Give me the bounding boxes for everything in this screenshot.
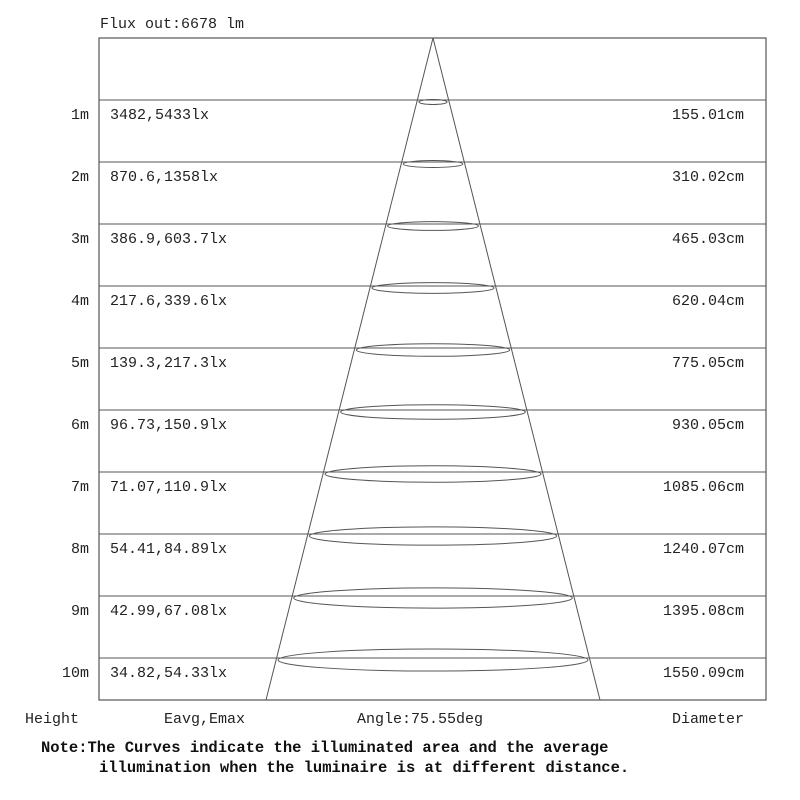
row-height: 3m	[70, 231, 89, 248]
row-height: 5m	[70, 355, 89, 372]
row-diameter: 775.05cm	[671, 355, 744, 372]
row-diameter: 620.04cm	[671, 293, 744, 310]
beam-cone-left-edge	[266, 38, 433, 700]
illumination-area-ellipse	[325, 466, 541, 482]
row-illuminance: 34.82,54.33lx	[110, 665, 228, 682]
row-diameter: 1085.06cm	[662, 479, 744, 496]
row-height: 8m	[70, 541, 89, 558]
row-height: 6m	[70, 417, 89, 434]
row-height: 2m	[70, 169, 89, 186]
illumination-area-ellipse	[341, 405, 526, 420]
row-height: 7m	[70, 479, 89, 496]
illumination-area-ellipse	[388, 222, 479, 231]
row-illuminance: 386.9,603.7lx	[110, 231, 228, 248]
illumination-area-ellipse	[372, 283, 494, 294]
diameter-column-label: Diameter	[671, 711, 744, 728]
illumination-area-ellipse	[309, 527, 556, 545]
illumination-area-ellipse	[294, 588, 573, 608]
illumination-area-ellipse	[278, 649, 588, 671]
row-illuminance: 217.6,339.6lx	[110, 293, 228, 310]
illumination-area-ellipse	[356, 344, 509, 357]
beam-cone-right-edge	[433, 38, 600, 700]
row-diameter: 1395.08cm	[662, 603, 744, 620]
row-diameter: 310.02cm	[671, 169, 744, 186]
row-illuminance: 42.99,67.08lx	[110, 603, 228, 620]
note-line-2: illumination when the luminaire is at different distance.	[99, 759, 630, 777]
row-illuminance: 3482,5433lx	[110, 107, 210, 124]
row-diameter: 1240.07cm	[662, 541, 744, 558]
row-diameter: 930.05cm	[671, 417, 744, 434]
row-diameter: 465.03cm	[671, 231, 744, 248]
height-column-label: Height	[25, 711, 80, 728]
row-illuminance: 96.73,150.9lx	[110, 417, 228, 434]
flux-label: Flux out:6678 lm	[100, 16, 245, 33]
row-diameter: 1550.09cm	[662, 665, 744, 682]
distance-rows	[62, 100, 766, 683]
row-illuminance: 71.07,110.9lx	[110, 479, 228, 496]
row-height: 1m	[70, 107, 89, 124]
illuminance-column-label: Eavg,Emax	[164, 711, 246, 728]
row-height: 4m	[70, 293, 89, 310]
row-illuminance: 139.3,217.3lx	[110, 355, 228, 372]
row-diameter: 155.01cm	[671, 107, 744, 124]
row-height: 10m	[61, 665, 89, 682]
row-illuminance: 870.6,1358lx	[110, 169, 219, 186]
row-illuminance: 54.41,84.89lx	[110, 541, 228, 558]
row-height: 9m	[70, 603, 89, 620]
note-line-1: Note:The Curves indicate the illuminated area and the average	[41, 739, 609, 757]
beam-angle-label: Angle:75.55deg	[357, 711, 484, 728]
